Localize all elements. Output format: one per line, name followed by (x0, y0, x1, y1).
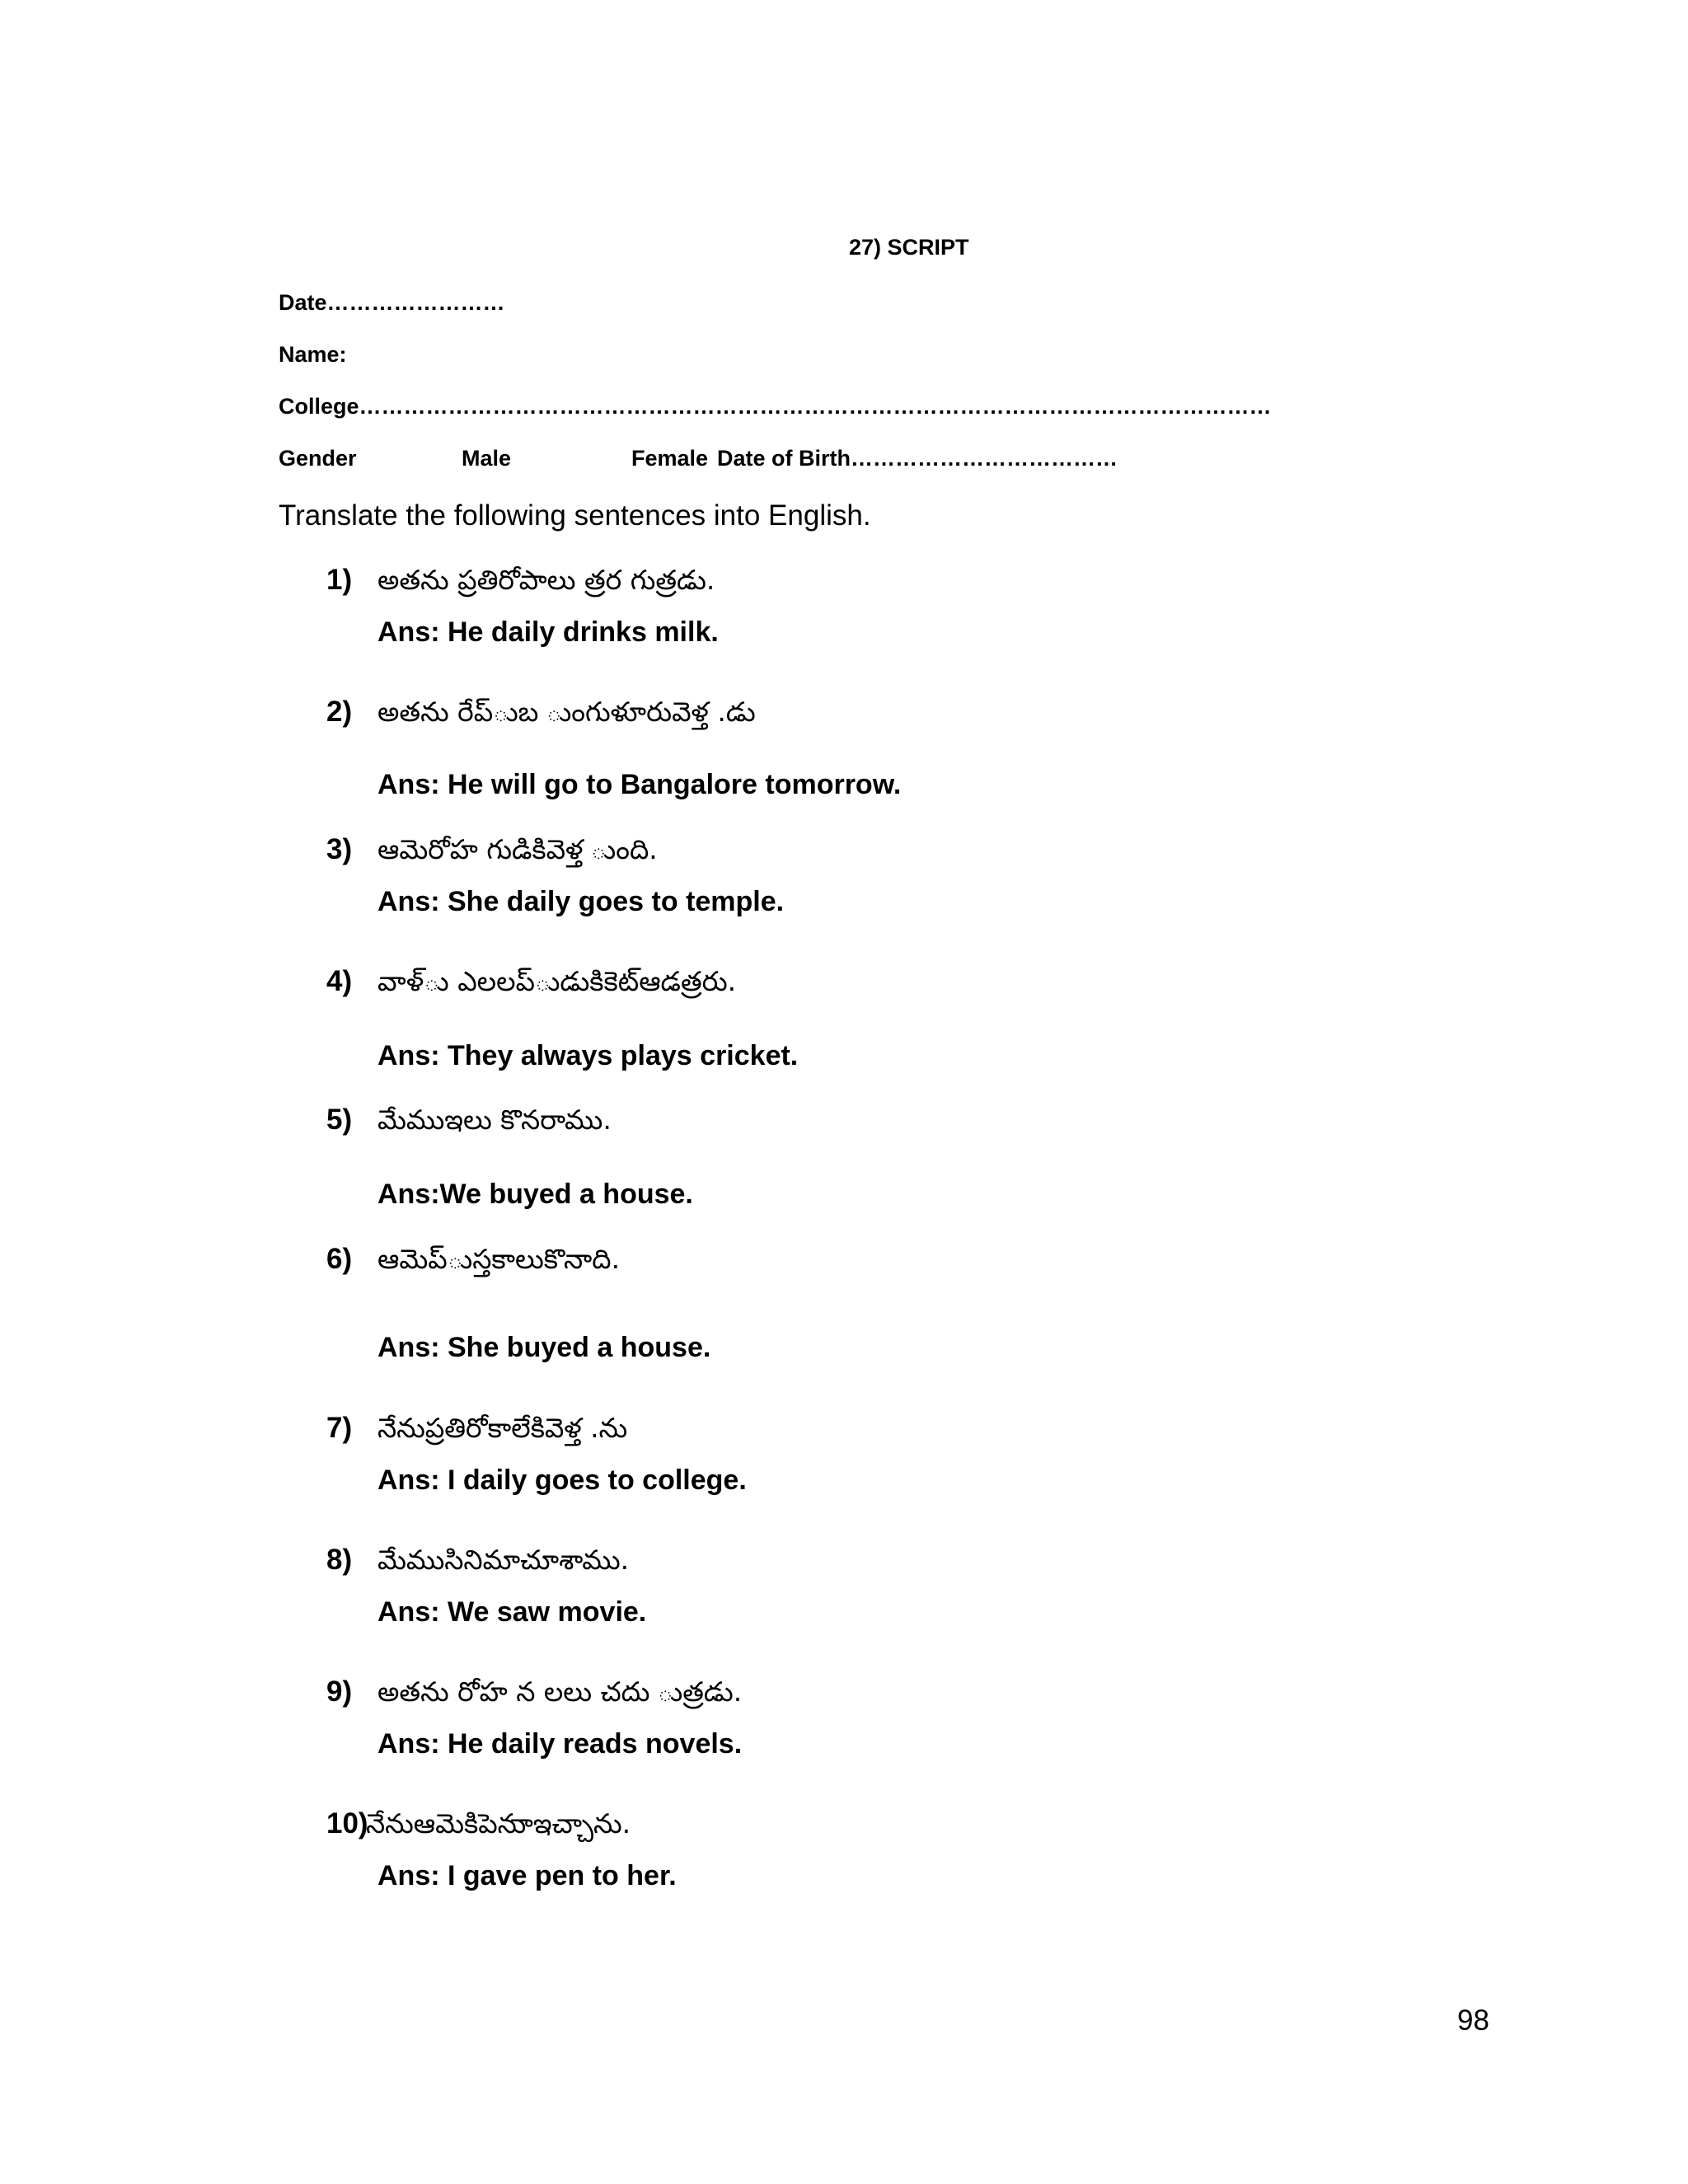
question-text: అతను రోహ న లలు చదు ుత్రడు. (377, 1675, 743, 1708)
question-number: 9) (326, 1675, 353, 1708)
date-of-birth-field: Date of Birth……………………………… (717, 446, 1118, 471)
question-answer: Ans: They always plays cricket. (377, 1040, 799, 1071)
gender-label: Gender (279, 446, 357, 471)
page-number: 98 (1457, 2004, 1489, 2036)
question-number: 10) (326, 1807, 368, 1840)
male-option: Male (462, 446, 512, 471)
question-answer: Ans: He daily reads novels. (377, 1728, 743, 1760)
question-answer: Ans: He will go to Bangalore tomorrow. (377, 769, 902, 800)
question-number: 3) (326, 833, 353, 865)
instruction-text: Translate the following sentences into English. (279, 499, 871, 532)
question-answer: Ans: She buyed a house. (377, 1332, 711, 1363)
question-text: నేనుప్రతిరోకాలేకివెళ్త .ను (377, 1412, 628, 1444)
question-text: మేముసినిమాచూశాము. (377, 1544, 630, 1576)
question-answer: Ans: We saw movie. (377, 1596, 647, 1628)
question-number: 1) (326, 564, 353, 596)
question-answer: Ans: She daily goes to temple. (377, 886, 785, 917)
question-number: 8) (326, 1544, 353, 1576)
question-number: 7) (326, 1412, 353, 1444)
date-field: Date…………………… (279, 290, 505, 315)
question-answer: Ans: He daily drinks milk. (377, 616, 719, 648)
question-text: ఆమెరోహ గుడికివెళ్త ుంది. (377, 833, 658, 865)
college-field: College…………………………………………………………………………………………………………… (279, 394, 1272, 419)
question-text: ఆమెప్ుస్తకాలుకొనాది. (377, 1243, 621, 1275)
female-option: Female (631, 446, 709, 471)
question-answer: Ans: I daily goes to college. (377, 1465, 747, 1496)
question-number: 2) (326, 696, 353, 728)
name-field: Name: (279, 342, 347, 367)
question-answer: Ans: I gave pen to her. (377, 1860, 677, 1891)
question-answer: Ans:We buyed a house. (377, 1179, 693, 1210)
page-title: 27) SCRIPT (849, 235, 969, 260)
question-number: 6) (326, 1243, 353, 1275)
question-text: నేనుఆమెకిపెనుాఇచ్చాను. (366, 1807, 631, 1840)
question-text: అతను రేప్ుబ ుంగుళూరువెళ్త .డు (377, 696, 756, 728)
question-number: 4) (326, 965, 353, 997)
question-text: మేముఇలు కొనరాము. (377, 1104, 612, 1136)
question-text: అతను ప్రతిరోపాలు త్రర గుత్రడు. (377, 564, 715, 596)
question-number: 5) (326, 1104, 353, 1136)
question-text: వాళ్ు ఎలలప్ుడుకికెట్ఆడత్రరు. (377, 965, 737, 997)
